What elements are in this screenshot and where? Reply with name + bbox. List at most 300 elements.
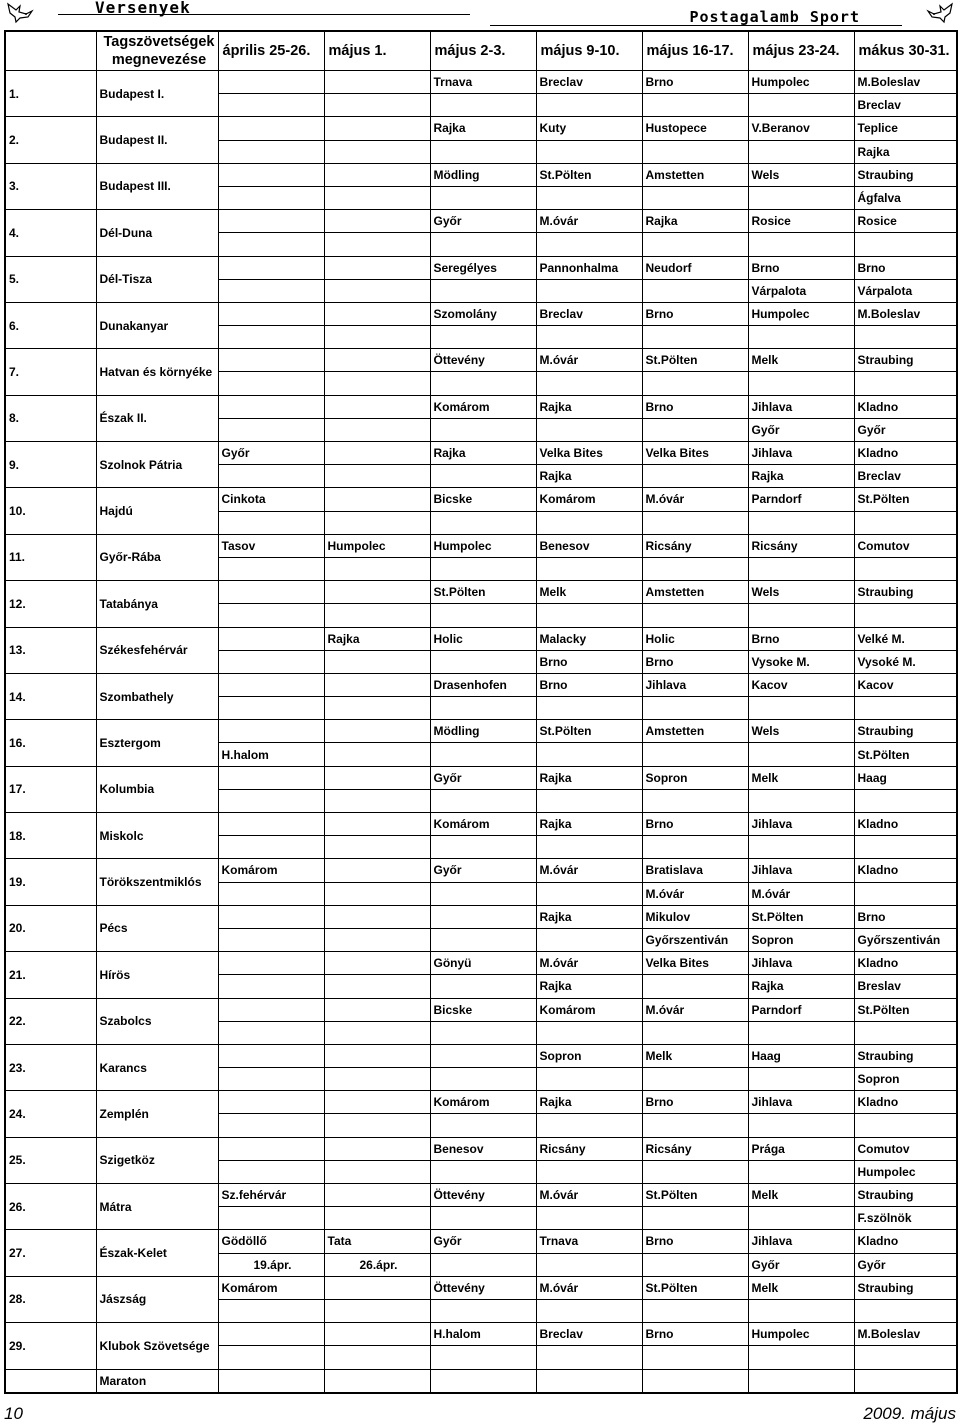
race-location-cell: Tata [324, 1230, 430, 1253]
race-location-cell: Sopron [854, 1068, 957, 1091]
race-location-cell: M.óvár [536, 1276, 642, 1299]
race-location-cell: Sopron [642, 766, 748, 789]
table-row [5, 813, 957, 836]
race-location-cell [430, 186, 536, 209]
race-location-cell: M.óvár [642, 998, 748, 1021]
race-location-cell [324, 928, 430, 951]
race-location-cell [536, 1369, 642, 1393]
race-location-cell [218, 163, 324, 186]
race-location-cell [748, 604, 854, 627]
federation-name: Szigetköz [96, 1137, 218, 1183]
race-location-cell [324, 511, 430, 534]
race-location-cell: H.halom [218, 743, 324, 766]
race-location-cell: Parndorf [748, 998, 854, 1021]
race-location-cell: M.óvár [642, 488, 748, 511]
row-number: 14. [5, 673, 96, 719]
race-location-cell [642, 1369, 748, 1393]
race-location-cell [536, 94, 642, 117]
race-location-cell: Jihlava [748, 859, 854, 882]
row-number: 6. [5, 302, 96, 348]
row-number: 2. [5, 117, 96, 163]
race-location-cell: Straubing [854, 720, 957, 743]
race-location-cell [324, 395, 430, 418]
race-location-cell [536, 418, 642, 441]
table-row [5, 1044, 957, 1067]
race-location-cell: Komárom [218, 859, 324, 882]
race-location-cell: Rajka [324, 627, 430, 650]
race-location-cell [324, 604, 430, 627]
race-location-cell [324, 117, 430, 140]
table-row [5, 1276, 957, 1299]
header-right [490, 8, 960, 26]
race-location-cell: Sz.fehérvár [218, 1184, 324, 1207]
row-number: 17. [5, 766, 96, 812]
federation-name: Miskolc [96, 813, 218, 859]
federation-name: Hajdú [96, 488, 218, 534]
race-location-cell: Haag [854, 766, 957, 789]
race-location-cell: Benesov [536, 534, 642, 557]
race-location-cell [748, 1207, 854, 1230]
race-location-cell: Amstetten [642, 163, 748, 186]
race-location-cell: Komárom [430, 1091, 536, 1114]
race-location-cell [642, 1346, 748, 1369]
race-location-cell: St.Pölten [536, 163, 642, 186]
federation-name: Hírös [96, 952, 218, 998]
race-location-cell [324, 697, 430, 720]
federation-name: Tatabánya [96, 581, 218, 627]
race-location-cell [430, 1021, 536, 1044]
race-location-cell [536, 1207, 642, 1230]
race-location-cell: Mikulov [642, 905, 748, 928]
race-location-cell [218, 279, 324, 302]
race-location-cell: Melk [748, 349, 854, 372]
race-location-cell [218, 1091, 324, 1114]
federation-name: Szolnok Pátria [96, 442, 218, 488]
race-location-cell [430, 789, 536, 812]
race-location-cell [324, 279, 430, 302]
race-location-cell [854, 1346, 957, 1369]
race-location-cell [430, 326, 536, 349]
race-location-cell [430, 1253, 536, 1276]
race-location-cell [324, 442, 430, 465]
race-location-cell [642, 604, 748, 627]
race-location-cell: Straubing [854, 1276, 957, 1299]
race-location-cell: St.Pölten [854, 743, 957, 766]
race-location-cell: Öttevény [430, 1184, 536, 1207]
race-location-cell [324, 650, 430, 673]
race-location-cell: Rosice [854, 210, 957, 233]
race-location-cell: Neudorf [642, 256, 748, 279]
pigeon-icon [926, 0, 954, 24]
race-location-cell [748, 697, 854, 720]
race-location-cell: M.óvár [536, 349, 642, 372]
race-location-cell [430, 1299, 536, 1322]
race-location-cell: Cinkota [218, 488, 324, 511]
table-row [5, 117, 957, 140]
race-location-cell: Benesov [430, 1137, 536, 1160]
race-location-cell: Komárom [536, 998, 642, 1021]
race-location-cell [218, 210, 324, 233]
federation-name: Dél-Duna [96, 210, 218, 256]
race-location-cell: Malacky [536, 627, 642, 650]
federation-name: Kolumbia [96, 766, 218, 812]
race-location-cell [642, 1068, 748, 1091]
race-location-cell: Győr [430, 859, 536, 882]
race-location-cell [324, 975, 430, 998]
race-location-cell: Amstetten [642, 581, 748, 604]
race-location-cell: Rajka [536, 813, 642, 836]
race-location-cell: Jihlava [748, 1091, 854, 1114]
race-location-cell [536, 1114, 642, 1137]
magazine-title: Postagalamb Sport [689, 8, 860, 26]
race-location-cell [748, 140, 854, 163]
race-location-cell [430, 604, 536, 627]
race-location-cell [218, 465, 324, 488]
race-location-cell [324, 488, 430, 511]
row-number: 8. [5, 395, 96, 441]
race-location-cell [218, 928, 324, 951]
race-location-cell [324, 1044, 430, 1067]
race-location-cell [218, 1323, 324, 1346]
race-location-cell [536, 326, 642, 349]
race-location-cell: Melk [748, 766, 854, 789]
race-location-cell: Straubing [854, 1184, 957, 1207]
race-location-cell [324, 905, 430, 928]
race-location-cell [218, 627, 324, 650]
race-location-cell: Hustopece [642, 117, 748, 140]
race-location-cell: M.óvár [536, 210, 642, 233]
race-location-cell [218, 233, 324, 256]
race-location-cell [430, 372, 536, 395]
race-location-cell [748, 743, 854, 766]
race-location-cell [430, 511, 536, 534]
row-number: 26. [5, 1184, 96, 1230]
race-location-cell: M.Boleslav [854, 1323, 957, 1346]
race-location-cell: Kladno [854, 395, 957, 418]
race-location-cell [642, 1160, 748, 1183]
race-location-cell [854, 604, 957, 627]
race-location-cell: Brno [642, 1323, 748, 1346]
federation-name: Budapest I. [96, 71, 218, 117]
race-location-cell: Komárom [536, 488, 642, 511]
race-location-cell [536, 140, 642, 163]
race-location-cell [218, 697, 324, 720]
race-location-cell: Győr [218, 442, 324, 465]
column-header: Tagszövetségek megnevezése [96, 31, 218, 71]
race-location-cell [536, 1068, 642, 1091]
federation-name: Törökszentmiklós [96, 859, 218, 905]
race-location-cell: Győr [430, 766, 536, 789]
table-row [5, 442, 957, 465]
race-location-cell: Breclav [536, 302, 642, 325]
federation-name: Észak II. [96, 395, 218, 441]
table-row [5, 952, 957, 975]
race-location-cell: Seregélyes [430, 256, 536, 279]
race-location-cell: Melk [748, 1276, 854, 1299]
column-header: május 1. [324, 31, 430, 71]
table-row [5, 627, 957, 650]
pigeon-icon [6, 0, 34, 24]
federation-name: Jászság [96, 1276, 218, 1322]
race-location-cell: Vysoke M. [748, 650, 854, 673]
race-location-cell [854, 697, 957, 720]
race-location-cell: Brno [642, 1230, 748, 1253]
table-row [5, 1137, 957, 1160]
race-location-cell: Velka Bites [536, 442, 642, 465]
race-location-cell [536, 1299, 642, 1322]
race-location-cell [642, 326, 748, 349]
federation-name: Szabolcs [96, 998, 218, 1044]
race-location-cell: Rajka [536, 1091, 642, 1114]
race-location-cell: Comutov [854, 1137, 957, 1160]
federation-name: Észak-Kelet [96, 1230, 218, 1276]
race-location-cell [430, 928, 536, 951]
race-location-cell [218, 557, 324, 580]
race-location-cell: Brno [642, 302, 748, 325]
table-row [5, 71, 957, 94]
race-location-cell [324, 372, 430, 395]
race-location-cell [854, 511, 957, 534]
federation-name: Dél-Tisza [96, 256, 218, 302]
row-number: 27. [5, 1230, 96, 1276]
row-number: 10. [5, 488, 96, 534]
race-location-cell: Győrszentiván [642, 928, 748, 951]
race-location-cell: Prága [748, 1137, 854, 1160]
table-row [5, 720, 957, 743]
race-location-cell: Melk [748, 1184, 854, 1207]
table-row [5, 1369, 957, 1393]
race-location-cell [218, 1299, 324, 1322]
race-location-cell [430, 279, 536, 302]
race-location-cell [324, 1276, 430, 1299]
race-location-cell: Brno [536, 673, 642, 696]
race-location-cell [218, 140, 324, 163]
federation-name: Karancs [96, 1044, 218, 1090]
race-location-cell: Breslav [854, 975, 957, 998]
race-location-cell [430, 697, 536, 720]
race-location-cell: Drasenhofen [430, 673, 536, 696]
row-number: 4. [5, 210, 96, 256]
race-location-cell [218, 650, 324, 673]
race-location-cell [642, 279, 748, 302]
race-location-cell: St.Pölten [854, 488, 957, 511]
race-location-cell [218, 186, 324, 209]
race-location-cell: Kuty [536, 117, 642, 140]
race-location-cell [324, 302, 430, 325]
federation-name: Győr-Rába [96, 534, 218, 580]
race-location-cell: Humpolec [748, 302, 854, 325]
race-location-cell: Gödöllő [218, 1230, 324, 1253]
column-header: május 9-10. [536, 31, 642, 71]
race-location-cell: Breclav [854, 94, 957, 117]
race-location-cell: M.óvár [748, 882, 854, 905]
race-location-cell [324, 1184, 430, 1207]
race-location-cell [536, 233, 642, 256]
race-location-cell [324, 1137, 430, 1160]
race-location-cell: Rajka [536, 766, 642, 789]
race-location-cell: Győr [748, 418, 854, 441]
race-location-cell: Humpolec [430, 534, 536, 557]
table-row [5, 256, 957, 279]
race-location-cell [218, 418, 324, 441]
race-location-cell: Rajka [536, 395, 642, 418]
race-location-cell: Straubing [854, 581, 957, 604]
race-location-cell [324, 1114, 430, 1137]
row-number: 28. [5, 1276, 96, 1322]
row-number: 25. [5, 1137, 96, 1183]
race-location-cell [642, 836, 748, 859]
race-location-cell: Brno [642, 395, 748, 418]
race-location-cell [218, 94, 324, 117]
issue-date: 2009. május [863, 1404, 956, 1423]
race-location-cell: Humpolec [748, 71, 854, 94]
race-location-cell [430, 882, 536, 905]
race-location-cell: Velka Bites [642, 952, 748, 975]
race-location-cell: Ricsány [642, 534, 748, 557]
race-location-cell: Rajka [536, 975, 642, 998]
table-row [5, 163, 957, 186]
race-location-cell [218, 813, 324, 836]
race-location-cell [324, 1346, 430, 1369]
race-location-cell: Wels [748, 163, 854, 186]
race-location-cell: Comutov [854, 534, 957, 557]
race-location-cell: Holic [642, 627, 748, 650]
race-location-cell: V.Beranov [748, 117, 854, 140]
race-location-cell [854, 1021, 957, 1044]
race-location-cell: Velka Bites [642, 442, 748, 465]
race-location-cell: Kacov [854, 673, 957, 696]
table-header-row [5, 31, 957, 71]
race-location-cell [324, 94, 430, 117]
federation-name: Székesfehérvár [96, 627, 218, 673]
race-location-cell: Breclav [536, 71, 642, 94]
race-location-cell [748, 233, 854, 256]
row-number [5, 1369, 96, 1393]
table-row [5, 673, 957, 696]
race-location-cell [854, 1299, 957, 1322]
race-location-cell: St.Pölten [642, 1276, 748, 1299]
race-location-cell: St.Pölten [536, 720, 642, 743]
race-location-cell: Velké M. [854, 627, 957, 650]
race-location-cell [536, 789, 642, 812]
race-location-cell [324, 186, 430, 209]
race-location-cell [218, 789, 324, 812]
race-location-cell [324, 1369, 430, 1393]
race-location-cell [854, 882, 957, 905]
race-location-cell [324, 673, 430, 696]
federation-name: Budapest II. [96, 117, 218, 163]
race-location-cell [748, 326, 854, 349]
race-location-cell [324, 418, 430, 441]
race-location-cell: Brno [854, 256, 957, 279]
race-location-cell: M.óvár [536, 952, 642, 975]
race-location-cell [430, 1114, 536, 1137]
race-location-cell [324, 1299, 430, 1322]
row-number: 7. [5, 349, 96, 395]
table-row [5, 349, 957, 372]
race-location-cell [218, 511, 324, 534]
federation-name: Zemplén [96, 1091, 218, 1137]
race-location-cell: Teplice [854, 117, 957, 140]
race-location-cell: Komárom [218, 1276, 324, 1299]
race-location-cell [854, 1369, 957, 1393]
race-location-cell [430, 140, 536, 163]
race-location-cell: Brno [536, 650, 642, 673]
race-location-cell: Rajka [430, 442, 536, 465]
race-location-cell [748, 186, 854, 209]
race-location-cell [536, 836, 642, 859]
race-location-cell [218, 581, 324, 604]
race-location-cell [642, 789, 748, 812]
table-row [5, 998, 957, 1021]
race-location-cell [536, 882, 642, 905]
race-location-cell [536, 186, 642, 209]
table-row [5, 210, 957, 233]
race-location-cell: Kladno [854, 1230, 957, 1253]
race-location-cell: Wels [748, 720, 854, 743]
row-number: 23. [5, 1044, 96, 1090]
race-location-cell [642, 697, 748, 720]
race-location-cell [748, 511, 854, 534]
race-location-cell [324, 1207, 430, 1230]
race-location-cell [218, 1207, 324, 1230]
table-row [5, 488, 957, 511]
race-location-cell: Öttevény [430, 349, 536, 372]
race-location-cell [854, 1114, 957, 1137]
race-location-cell [642, 1207, 748, 1230]
race-location-cell [748, 1114, 854, 1137]
federation-name: Hatvan és környéke [96, 349, 218, 395]
race-location-cell [324, 1323, 430, 1346]
race-location-cell [218, 720, 324, 743]
race-location-cell [430, 465, 536, 488]
race-location-cell: Kladno [854, 813, 957, 836]
race-location-cell [218, 256, 324, 279]
race-location-cell: M.óvár [536, 859, 642, 882]
race-location-cell: M.óvár [536, 1184, 642, 1207]
race-location-cell: Haag [748, 1044, 854, 1067]
race-location-cell [642, 186, 748, 209]
race-location-cell [536, 604, 642, 627]
race-location-cell [218, 1137, 324, 1160]
race-location-cell: Várpalota [854, 279, 957, 302]
table-row [5, 766, 957, 789]
race-location-cell [324, 952, 430, 975]
race-location-cell: St.Pölten [748, 905, 854, 928]
race-location-cell: Humpolec [324, 534, 430, 557]
race-location-cell [218, 1114, 324, 1137]
row-number: 12. [5, 581, 96, 627]
race-location-cell [324, 859, 430, 882]
race-location-cell: Kacov [748, 673, 854, 696]
table-row [5, 1230, 957, 1253]
race-location-cell [324, 581, 430, 604]
table-row [5, 859, 957, 882]
race-location-cell [430, 1369, 536, 1393]
column-header [5, 31, 96, 71]
race-location-cell: Ricsány [536, 1137, 642, 1160]
federation-name: Klubok Szövetsége [96, 1323, 218, 1369]
race-location-cell: H.halom [430, 1323, 536, 1346]
race-location-cell [854, 836, 957, 859]
race-location-cell [854, 326, 957, 349]
race-location-cell [536, 557, 642, 580]
race-location-cell [748, 1369, 854, 1393]
race-location-cell: Rosice [748, 210, 854, 233]
race-location-cell [536, 743, 642, 766]
race-location-cell [642, 140, 748, 163]
table-row [5, 1091, 957, 1114]
